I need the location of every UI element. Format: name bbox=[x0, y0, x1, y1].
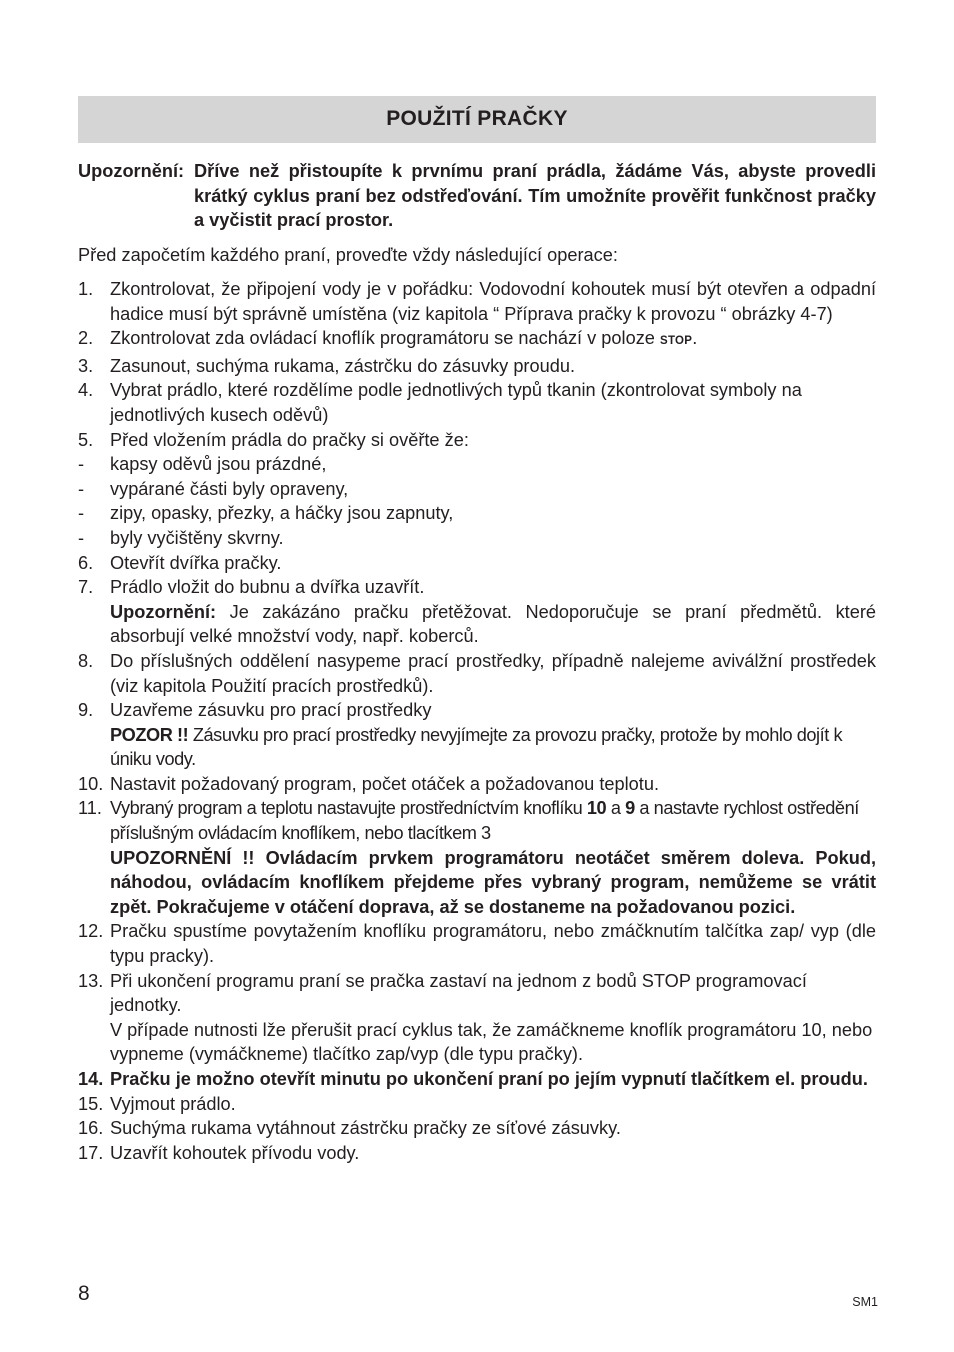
item-marker: 1. bbox=[78, 279, 94, 299]
warning-notice bbox=[78, 159, 876, 233]
note-label: POZOR !! bbox=[110, 724, 189, 745]
list-item bbox=[78, 1116, 876, 1141]
item-text: Prádlo vložit do bubnu a dvířka uzavřít. bbox=[110, 577, 425, 598]
item-text: Suchýma rukama vytáhnout zástrčku pračky ze síťové zásuvky. bbox=[110, 1118, 621, 1139]
note-text: Je zakázáno pračku přetěžovat. Nedoporučuje se praní předmětů. které absorbují velké množství vody, např. koberců. bbox=[110, 601, 876, 647]
knob-number: 10 bbox=[586, 798, 607, 819]
list-item bbox=[78, 969, 876, 1067]
item-text: Uzavřeme zásuvku pro prací prostředky bbox=[110, 700, 432, 721]
item-body bbox=[110, 326, 876, 354]
item-marker: 11. bbox=[78, 798, 102, 819]
intro-text: Před započetím každého praní, proveďte vždy následující operace: bbox=[78, 245, 618, 265]
list-item bbox=[78, 378, 876, 427]
dash-marker: - bbox=[78, 503, 85, 524]
dash-marker: - bbox=[78, 527, 85, 548]
item-marker: 4. bbox=[78, 380, 94, 401]
list-item-dash bbox=[78, 477, 876, 502]
item-text: Nastavit požadovaný program, počet otáček a požadovanou teplotu. bbox=[110, 773, 660, 794]
item-text-part: a bbox=[606, 798, 626, 819]
page-number: 8 bbox=[78, 1282, 90, 1305]
stop-label: STOP bbox=[659, 335, 693, 348]
item-body bbox=[110, 796, 876, 919]
list-item bbox=[78, 1141, 876, 1166]
item-text: Pračku je možno otevřít minutu po ukončení praní po jejím vypnutí tlačítkem el. proudu. bbox=[110, 1069, 868, 1089]
notice-text: Dříve než přistoupíte k prvnímu praní prádla, žádáme Vás, abyste provedli krátký cyklus praní bez odstřeďování. Tím umožníte prověřit funkčnost pračky a vyčistit prací prostor. bbox=[194, 161, 876, 231]
item-marker: 15. bbox=[78, 1093, 104, 1114]
item-text-end: . bbox=[692, 328, 698, 349]
list-item bbox=[78, 551, 876, 576]
item-marker: 3. bbox=[78, 355, 94, 376]
item-text: Zkontrolovat, že připojení vody je v pořádku: Vodovodní kohoutek musí být otevřen a odpadní hadice musí být správně umístěna (viz kapitola “ Příprava pračky k provozu “ obrázky 4-7) bbox=[110, 279, 876, 324]
item-text: zipy, opasky, přezky, a háčky jsou zapnuty, bbox=[110, 503, 454, 524]
item-marker: 6. bbox=[78, 552, 94, 573]
item-marker: 12. bbox=[78, 921, 104, 942]
item-marker: 16. bbox=[78, 1118, 104, 1139]
list-item bbox=[78, 575, 876, 649]
item-text: Zkontrolovat zda ovládací knoflík programátoru se nachází v poloze bbox=[110, 328, 660, 349]
list-item bbox=[78, 326, 876, 354]
list-item-dash bbox=[78, 526, 876, 551]
item-marker: 17. bbox=[78, 1142, 104, 1163]
list-item-dash bbox=[78, 452, 876, 477]
dash-marker: - bbox=[78, 454, 85, 475]
document-code: SM1 bbox=[852, 1295, 878, 1309]
item-marker: 13. bbox=[78, 970, 104, 991]
item-body bbox=[110, 969, 876, 1067]
item-note bbox=[110, 723, 876, 772]
item-body bbox=[110, 575, 876, 649]
item-marker: 8. bbox=[78, 650, 94, 671]
item-marker: 10. bbox=[78, 773, 104, 794]
note-text: Zásuvku pro prací prostředky nevyjímejte za provozu pračky, protože by mohlo dojít k úniku vody. bbox=[110, 724, 843, 770]
item-body bbox=[110, 698, 876, 772]
item-text: kapsy oděvů jsou prázdné, bbox=[110, 454, 327, 475]
item-marker: 2. bbox=[78, 328, 94, 349]
note-label: Upozornění: bbox=[110, 601, 217, 622]
item-text: Otevřít dvířka pračky. bbox=[110, 552, 282, 573]
item-text: Vybrat prádlo, které rozdělíme podle jednotlivých typů tkanin (zkontrolovat symboly na jednotlivých kusech oděvů) bbox=[110, 380, 802, 425]
item-text: byly vyčištěny skvrny. bbox=[110, 527, 284, 548]
list-item bbox=[78, 1092, 876, 1117]
item-note bbox=[110, 600, 876, 649]
dash-marker: - bbox=[78, 478, 85, 499]
item-text: Uzavřít kohoutek přívodu vody. bbox=[110, 1142, 360, 1163]
item-marker: 5. bbox=[78, 429, 94, 450]
item-text: Zasunout, suchýma rukama, zástrčku do zásuvky proudu. bbox=[110, 355, 576, 376]
section-title-banner bbox=[78, 96, 876, 143]
item-text: vypárané části byly opraveny, bbox=[110, 478, 349, 499]
list-item bbox=[78, 428, 876, 453]
item-text: Při ukončení programu praní se pračka zastaví na jednom z bodů STOP programovací jednotky. bbox=[110, 970, 807, 1016]
list-item-dash bbox=[78, 501, 876, 526]
item-text-secondary: V případe nutnosti lže přerušit prací cyklus tak, že zamáčkneme knoflík programátoru 10, nebo vypneme (vymáčkneme) tlačítko zap/vyp (dle typu pračky). bbox=[110, 1019, 873, 1065]
list-item bbox=[78, 796, 876, 919]
list-item bbox=[78, 772, 876, 797]
list-item bbox=[78, 354, 876, 379]
list-item bbox=[78, 919, 876, 968]
item-text-part: a nastavte rychlost ostředění příslušným ovládacím knoflíkem, nebo tlacítkem 3 bbox=[110, 798, 859, 844]
item-text-part: Vybraný program a teplotu nastavujte prostředníctvím knoflíku bbox=[110, 798, 587, 819]
page-title: POUŽITÍ PRAČKY bbox=[386, 107, 568, 131]
list-item bbox=[78, 277, 876, 326]
item-marker: 14. bbox=[78, 1069, 104, 1089]
warning-text: UPOZORNĚNÍ !! Ovládacím prvkem programátoru neotáčet směrem doleva. Pokud, náhodou, ovládacím knoflíkem přejdeme přes vybraný program, nemůžeme se vrátit zpět. Pokračujeme v otáčení doprava, až se dostaneme na požadovanou pozici. bbox=[110, 847, 876, 917]
knob-number: 9 bbox=[625, 798, 635, 819]
item-text bbox=[110, 796, 876, 845]
item-text: Před vložením prádla do pračky si ověřte že: bbox=[110, 429, 469, 450]
operations-list bbox=[78, 277, 876, 1165]
item-text: Do příslušných oddělení nasypeme prací prostředky, případně nalejeme aviválžní prostředek (viz kapitola Použití pracích prostředků). bbox=[110, 650, 876, 696]
list-item-bold bbox=[78, 1067, 876, 1092]
item-text: Vyjmout prádlo. bbox=[110, 1093, 236, 1114]
item-text: Pračku spustíme povytažením knoflíku programátoru, nebo zmáčknutím talčítka zap/ vyp (dle typu pracky). bbox=[110, 921, 876, 967]
list-item bbox=[78, 698, 876, 772]
item-marker: 7. bbox=[78, 577, 94, 598]
list-item bbox=[78, 649, 876, 698]
notice-label: Upozornění: bbox=[78, 161, 185, 181]
item-marker: 9. bbox=[78, 700, 94, 721]
